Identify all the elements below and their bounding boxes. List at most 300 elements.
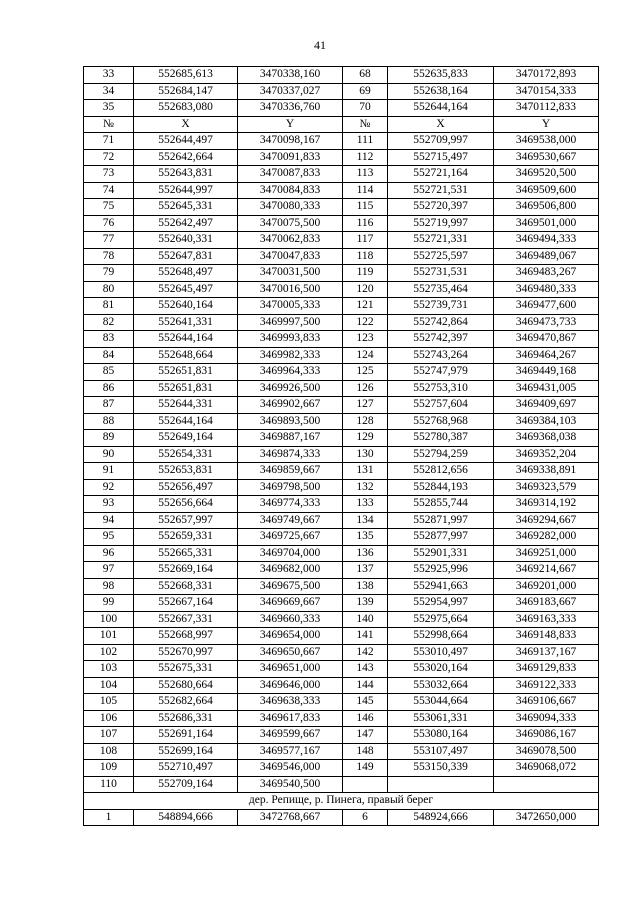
table-cell: 3469704,000 — [238, 545, 343, 562]
table-cell: 552901,331 — [388, 545, 494, 562]
table-row — [84, 397, 599, 414]
table-cell: 552670,997 — [134, 644, 238, 661]
table-cell: 3469323,579 — [494, 479, 599, 496]
table-cell: 3469530,667 — [494, 149, 599, 166]
table-cell: 553150,339 — [388, 760, 494, 777]
table-row — [84, 644, 599, 661]
table-cell: 3469163,333 — [494, 611, 599, 628]
table-cell: 104 — [84, 677, 134, 694]
table-cell: 552641,331 — [134, 314, 238, 331]
table-cell: 113 — [343, 166, 388, 183]
table-cell: 3469480,333 — [494, 281, 599, 298]
table-cell: 552659,331 — [134, 529, 238, 546]
table-cell: 120 — [343, 281, 388, 298]
table-cell: 552668,997 — [134, 628, 238, 645]
table-cell: 3470062,833 — [238, 232, 343, 249]
table-cell: 552941,663 — [388, 578, 494, 595]
table-cell: 119 — [343, 265, 388, 282]
table-row — [84, 529, 599, 546]
table-cell: 3470084,833 — [238, 182, 343, 199]
table-cell: 84 — [84, 347, 134, 364]
table-cell: 3470337,027 — [238, 83, 343, 100]
table-cell: 3469725,667 — [238, 529, 343, 546]
table-cell: 552643,831 — [134, 166, 238, 183]
table-cell: 94 — [84, 512, 134, 529]
table-cell: 101 — [84, 628, 134, 645]
table-cell: 111 — [343, 133, 388, 150]
table-cell: 3469068,072 — [494, 760, 599, 777]
table-cell: 552768,968 — [388, 413, 494, 430]
table-row — [84, 265, 599, 282]
table-cell: 3469122,333 — [494, 677, 599, 694]
table-cell: 3469617,833 — [238, 710, 343, 727]
table-cell: 552719,997 — [388, 215, 494, 232]
table-cell: 552644,997 — [134, 182, 238, 199]
table-cell: 126 — [343, 380, 388, 397]
table-cell: 552844,193 — [388, 479, 494, 496]
table-cell: 3472768,667 — [238, 809, 343, 826]
table-row — [84, 727, 599, 744]
table-cell: 553020,164 — [388, 661, 494, 678]
table-cell: 552725,597 — [388, 248, 494, 265]
table-row — [84, 479, 599, 496]
table-cell: 74 — [84, 182, 134, 199]
table-row — [84, 760, 599, 777]
table-cell: 70 — [343, 100, 388, 117]
table-cell: 3469638,333 — [238, 694, 343, 711]
table-row — [84, 611, 599, 628]
table-cell: 106 — [84, 710, 134, 727]
table-row — [84, 149, 599, 166]
table-cell: 100 — [84, 611, 134, 628]
table-cell: 3470338,160 — [238, 67, 343, 84]
table-cell: 117 — [343, 232, 388, 249]
column-header-x: X — [388, 116, 494, 133]
table-cell: 3469540,500 — [238, 776, 343, 793]
table-cell: 3469749,667 — [238, 512, 343, 529]
table-row — [84, 562, 599, 579]
table-cell: 3469314,192 — [494, 496, 599, 513]
table-row — [84, 512, 599, 529]
table-cell: 3469887,167 — [238, 430, 343, 447]
table-cell: 3469384,103 — [494, 413, 599, 430]
table-row — [84, 347, 599, 364]
table-cell: 147 — [343, 727, 388, 744]
table-cell: 88 — [84, 413, 134, 430]
table-cell: 132 — [343, 479, 388, 496]
table-row — [84, 232, 599, 249]
table-cell: 35 — [84, 100, 134, 117]
table-row — [84, 545, 599, 562]
table-cell: 3469464,267 — [494, 347, 599, 364]
table-cell: 97 — [84, 562, 134, 579]
table-cell: 552667,164 — [134, 595, 238, 612]
table-cell: 3469993,833 — [238, 331, 343, 348]
table-cell: 103 — [84, 661, 134, 678]
table-cell: 3469473,733 — [494, 314, 599, 331]
table-cell: 3469546,000 — [238, 760, 343, 777]
table-cell: 552731,531 — [388, 265, 494, 282]
table-cell: 552686,331 — [134, 710, 238, 727]
table-cell: 3469078,500 — [494, 743, 599, 760]
table-cell: 116 — [343, 215, 388, 232]
table-cell: 552975,664 — [388, 611, 494, 628]
table-cell: 71 — [84, 133, 134, 150]
table-cell: 552642,664 — [134, 149, 238, 166]
table-cell: 3469997,500 — [238, 314, 343, 331]
table-cell: 552721,531 — [388, 182, 494, 199]
table-cell: 552669,164 — [134, 562, 238, 579]
table-cell: 91 — [84, 463, 134, 480]
table-row — [84, 430, 599, 447]
table-cell: 83 — [84, 331, 134, 348]
table-row — [84, 331, 599, 348]
table-cell: 127 — [343, 397, 388, 414]
table-cell: 552644,331 — [134, 397, 238, 414]
table-cell: 142 — [343, 644, 388, 661]
table-cell: 3469893,500 — [238, 413, 343, 430]
table-cell: 3470336,760 — [238, 100, 343, 117]
table-cell: 3470016,500 — [238, 281, 343, 298]
column-header-y: Y — [494, 116, 599, 133]
table-row — [84, 248, 599, 265]
table-cell: 73 — [84, 166, 134, 183]
table-cell: 3469489,067 — [494, 248, 599, 265]
table-row — [84, 215, 599, 232]
table-cell: 3470172,893 — [494, 67, 599, 84]
table-row — [84, 446, 599, 463]
table-cell: 76 — [84, 215, 134, 232]
table-cell: 141 — [343, 628, 388, 645]
table-cell: 3469106,667 — [494, 694, 599, 711]
table-cell: 3469470,867 — [494, 331, 599, 348]
table-row — [84, 298, 599, 315]
table-cell: 552644,164 — [134, 413, 238, 430]
table-row — [84, 595, 599, 612]
table-cell: 92 — [84, 479, 134, 496]
table-cell: 99 — [84, 595, 134, 612]
column-header-n: № — [84, 116, 134, 133]
table-cell: 552925,996 — [388, 562, 494, 579]
table-cell: 552649,164 — [134, 430, 238, 447]
table-row — [84, 809, 599, 826]
table-cell: 1 — [84, 809, 134, 826]
table-cell: 118 — [343, 248, 388, 265]
table-cell: 86 — [84, 380, 134, 397]
table-row — [84, 677, 599, 694]
table-cell: 552668,331 — [134, 578, 238, 595]
table-cell: 552794,259 — [388, 446, 494, 463]
table-cell: 552645,497 — [134, 281, 238, 298]
table-cell: 3470075,500 — [238, 215, 343, 232]
table-row — [84, 133, 599, 150]
table-cell: 87 — [84, 397, 134, 414]
table-cell: 3470005,333 — [238, 298, 343, 315]
table-cell: 3469599,667 — [238, 727, 343, 744]
table-cell: 6 — [343, 809, 388, 826]
table-cell: 3469449,168 — [494, 364, 599, 381]
table-row — [84, 578, 599, 595]
table-cell: 121 — [343, 298, 388, 315]
table-cell: 552720,397 — [388, 199, 494, 216]
table-cell: 552753,310 — [388, 380, 494, 397]
table-cell: 3469137,167 — [494, 644, 599, 661]
table-cell: 3470031,500 — [238, 265, 343, 282]
table-row — [84, 83, 599, 100]
table-cell: 135 — [343, 529, 388, 546]
table-cell: 124 — [343, 347, 388, 364]
table-cell: 3470047,833 — [238, 248, 343, 265]
table-cell: 3469669,667 — [238, 595, 343, 612]
table-cell: 3469501,000 — [494, 215, 599, 232]
table-cell: 552640,331 — [134, 232, 238, 249]
table-cell — [494, 776, 599, 793]
table-cell: 3469874,333 — [238, 446, 343, 463]
table-cell: 553107,497 — [388, 743, 494, 760]
table-cell: 552656,664 — [134, 496, 238, 513]
table-cell: 149 — [343, 760, 388, 777]
table-cell: 3469494,333 — [494, 232, 599, 249]
table-cell: 3469409,697 — [494, 397, 599, 414]
table-cell: 34 — [84, 83, 134, 100]
table-cell — [388, 776, 494, 793]
table-cell: 3469506,800 — [494, 199, 599, 216]
table-cell: 552656,497 — [134, 479, 238, 496]
table-cell: 552644,164 — [388, 100, 494, 117]
table-cell: 552651,831 — [134, 364, 238, 381]
table-cell: 3469148,833 — [494, 628, 599, 645]
section-caption: дер. Репище, р. Пинега, правый берег — [84, 793, 599, 810]
table-cell: 3469964,333 — [238, 364, 343, 381]
table-cell: 552742,864 — [388, 314, 494, 331]
table-cell: 3469214,667 — [494, 562, 599, 579]
table-cell: 129 — [343, 430, 388, 447]
table-cell: 3469282,000 — [494, 529, 599, 546]
table-cell: 552645,331 — [134, 199, 238, 216]
table-cell: 3469646,000 — [238, 677, 343, 694]
table-cell: 3469086,167 — [494, 727, 599, 744]
table-cell: 3469338,891 — [494, 463, 599, 480]
table-row — [84, 67, 599, 84]
table-cell: 552665,331 — [134, 545, 238, 562]
page-number: 41 — [314, 38, 326, 52]
table-cell: 72 — [84, 149, 134, 166]
table-cell: 3469902,667 — [238, 397, 343, 414]
table-cell: 3469477,600 — [494, 298, 599, 315]
table-cell: 123 — [343, 331, 388, 348]
table-cell: 552683,080 — [134, 100, 238, 117]
table-cell: 3470112,833 — [494, 100, 599, 117]
table-cell: 3469094,333 — [494, 710, 599, 727]
table-cell: 143 — [343, 661, 388, 678]
table-cell: 89 — [84, 430, 134, 447]
table-cell: 112 — [343, 149, 388, 166]
table-cell: 3472650,000 — [494, 809, 599, 826]
table-cell: 552648,497 — [134, 265, 238, 282]
table-cell: 137 — [343, 562, 388, 579]
table-cell: 3469431,005 — [494, 380, 599, 397]
table-row — [84, 496, 599, 513]
table-cell: 553061,331 — [388, 710, 494, 727]
table-cell: 552640,164 — [134, 298, 238, 315]
table-cell: 108 — [84, 743, 134, 760]
table-row — [84, 743, 599, 760]
table-cell: 552855,744 — [388, 496, 494, 513]
table-cell: 552651,831 — [134, 380, 238, 397]
table-cell: 548894,666 — [134, 809, 238, 826]
table-cell: 3469651,000 — [238, 661, 343, 678]
table-cell: 3469251,000 — [494, 545, 599, 562]
table-cell: 107 — [84, 727, 134, 744]
table-cell: 3470098,167 — [238, 133, 343, 150]
table-cell: 552735,464 — [388, 281, 494, 298]
table-cell: 3470087,833 — [238, 166, 343, 183]
table-cell: 146 — [343, 710, 388, 727]
table-cell: 3469538,000 — [494, 133, 599, 150]
table-cell: 552653,831 — [134, 463, 238, 480]
table-cell: 552739,731 — [388, 298, 494, 315]
table-cell: 552654,331 — [134, 446, 238, 463]
table-row — [84, 182, 599, 199]
table-cell: 3469509,600 — [494, 182, 599, 199]
table-cell: 552747,979 — [388, 364, 494, 381]
table-cell: 144 — [343, 677, 388, 694]
table-cell: 553010,497 — [388, 644, 494, 661]
table-row — [84, 661, 599, 678]
table-row — [84, 199, 599, 216]
table-cell: 148 — [343, 743, 388, 760]
table-cell: 552757,604 — [388, 397, 494, 414]
table-cell: 82 — [84, 314, 134, 331]
table-cell: 69 — [343, 83, 388, 100]
table-cell: 552742,397 — [388, 331, 494, 348]
table-cell: 98 — [84, 578, 134, 595]
table-cell: 552648,664 — [134, 347, 238, 364]
table-cell: 552812,656 — [388, 463, 494, 480]
table-cell: 552871,997 — [388, 512, 494, 529]
table-cell: 3469926,500 — [238, 380, 343, 397]
table-cell: 552647,831 — [134, 248, 238, 265]
table-cell: 552680,664 — [134, 677, 238, 694]
table-cell: 3469798,500 — [238, 479, 343, 496]
table-cell: 552675,331 — [134, 661, 238, 678]
table-cell: 552657,997 — [134, 512, 238, 529]
table-cell: 3469682,000 — [238, 562, 343, 579]
table-row — [84, 628, 599, 645]
table-cell: 3469650,667 — [238, 644, 343, 661]
table-cell: 79 — [84, 265, 134, 282]
column-header-x: X — [134, 116, 238, 133]
coordinates-table — [83, 66, 599, 826]
table-cell: 3469483,267 — [494, 265, 599, 282]
table-row — [84, 166, 599, 183]
column-header-y: Y — [238, 116, 343, 133]
table-row — [84, 710, 599, 727]
table-cell: 109 — [84, 760, 134, 777]
table-cell: 3469352,204 — [494, 446, 599, 463]
table-row — [84, 413, 599, 430]
table-cell: 102 — [84, 644, 134, 661]
table-cell: 552667,331 — [134, 611, 238, 628]
table-cell: 552954,997 — [388, 595, 494, 612]
table-cell: 553044,664 — [388, 694, 494, 711]
table-cell: 3469654,000 — [238, 628, 343, 645]
table-cell: 133 — [343, 496, 388, 513]
table-cell: 548924,666 — [388, 809, 494, 826]
table-cell: 115 — [343, 199, 388, 216]
table-cell: 552743,264 — [388, 347, 494, 364]
table-cell: 552644,497 — [134, 133, 238, 150]
table-cell: 96 — [84, 545, 134, 562]
table-cell: 80 — [84, 281, 134, 298]
table-cell: 114 — [343, 182, 388, 199]
table-row — [84, 463, 599, 480]
table-cell — [343, 776, 388, 793]
table-cell: 3469660,333 — [238, 611, 343, 628]
table-cell: 81 — [84, 298, 134, 315]
table-cell: 552877,997 — [388, 529, 494, 546]
table-cell: 138 — [343, 578, 388, 595]
table-cell: 131 — [343, 463, 388, 480]
table-cell: 552721,164 — [388, 166, 494, 183]
table-cell: 3469774,333 — [238, 496, 343, 513]
table-cell: 552710,497 — [134, 760, 238, 777]
table-cell: 552684,147 — [134, 83, 238, 100]
table-cell: 552638,164 — [388, 83, 494, 100]
table-cell: 75 — [84, 199, 134, 216]
table-cell: 552709,997 — [388, 133, 494, 150]
section-caption-row — [84, 793, 599, 810]
table-row — [84, 694, 599, 711]
table-cell: 3469577,167 — [238, 743, 343, 760]
table-cell: 136 — [343, 545, 388, 562]
table-cell: 122 — [343, 314, 388, 331]
table-cell: 552721,331 — [388, 232, 494, 249]
column-header-n: № — [343, 116, 388, 133]
table-header-row — [84, 116, 599, 133]
table-cell: 93 — [84, 496, 134, 513]
table-cell: 145 — [343, 694, 388, 711]
table-cell: 552642,497 — [134, 215, 238, 232]
table-cell: 3470091,833 — [238, 149, 343, 166]
table-cell: 552691,164 — [134, 727, 238, 744]
table-cell: 140 — [343, 611, 388, 628]
table-cell: 553080,164 — [388, 727, 494, 744]
table-cell: 130 — [343, 446, 388, 463]
table-cell: 3469294,667 — [494, 512, 599, 529]
table-cell: 134 — [343, 512, 388, 529]
table-cell: 552699,164 — [134, 743, 238, 760]
table-row — [84, 314, 599, 331]
table-cell: 3470154,333 — [494, 83, 599, 100]
table-row — [84, 380, 599, 397]
table-cell: 3469982,333 — [238, 347, 343, 364]
table-cell: 125 — [343, 364, 388, 381]
table-row — [84, 100, 599, 117]
table-cell: 78 — [84, 248, 134, 265]
table-cell: 110 — [84, 776, 134, 793]
table-cell: 552780,387 — [388, 430, 494, 447]
table-cell: 95 — [84, 529, 134, 546]
table-cell: 68 — [343, 67, 388, 84]
table-cell: 3469129,833 — [494, 661, 599, 678]
table-cell: 139 — [343, 595, 388, 612]
table-cell: 85 — [84, 364, 134, 381]
table-cell: 552635,833 — [388, 67, 494, 84]
table-cell: 3469368,038 — [494, 430, 599, 447]
table-cell: 33 — [84, 67, 134, 84]
table-cell: 552644,164 — [134, 331, 238, 348]
